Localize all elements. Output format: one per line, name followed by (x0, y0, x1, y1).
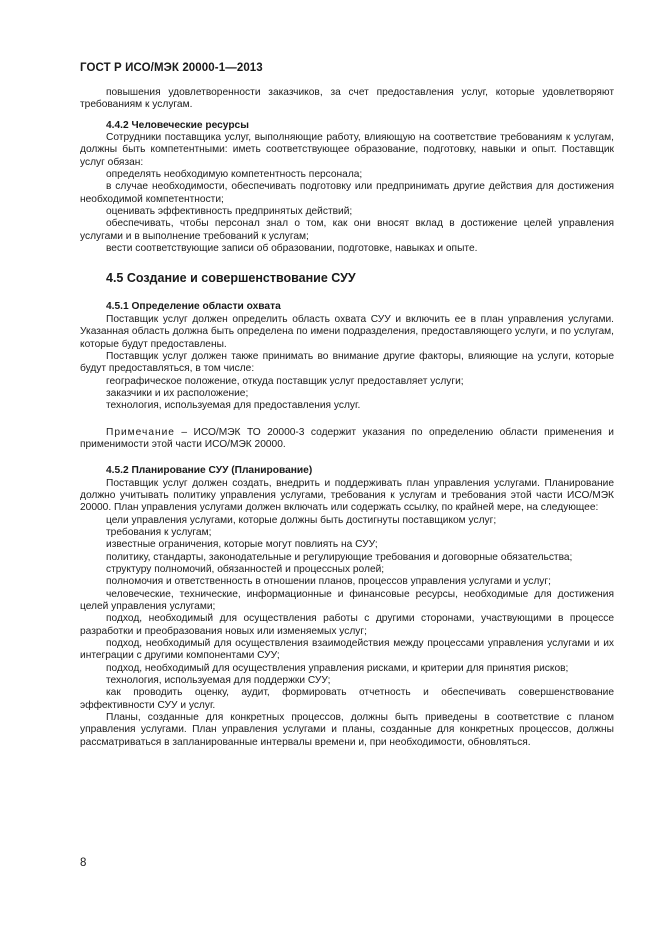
section-4-5-2-title: 4.5.2 Планирование СУУ (Планирование) (106, 465, 313, 477)
list-item: цели управления услугами, которые должны быть достигнуты поставщиком услуг; (106, 514, 497, 526)
list-item: требования к услугам; (106, 526, 212, 538)
list-item: подход, необходимый для осуществления взаимодействия между процессами управления услугами и их интеграции с другими компонентами СУУ; (80, 638, 614, 662)
list-item: заказчики и их расположение; (106, 387, 249, 399)
paragraph: Поставщик услуг должен также принимать во внимание другие факторы, влияющие на услуги, которые будут предоставляться, в том числе: (80, 350, 614, 375)
paragraph: Планы, созданные для конкретных процессов, должны быть приведены в соответствие с планом управления услугами. План управления услугами и планы, созданные для конкретных процессов, должны рассматриваться в запланированные интервалы времени и, при необходимости, обновляться. (80, 712, 614, 748)
paragraph: Поставщик услуг должен создать, внедрить и поддерживать план управления услугами. Планирование должно учитывать политику управления услугами, требования к услугам и требования этой части ИСО/МЭК 20000. План управления услугами должен включать или содержать ссылку, по крайней мере, на следующее: (80, 477, 614, 514)
list-item: полномочия и ответственность в отношении планов, процессов управления услугами и услуг; (106, 576, 551, 588)
section-4-5-title: 4.5 Создание и совершенствование СУУ (106, 271, 356, 286)
section-4-4-2-title: 4.4.2 Человеческие ресурсы (106, 119, 249, 131)
list-item: подход, необходимый для осуществления работы с другими сторонами, участвующими в процессе разработки и преобразования новых или изменяемых услуг; (80, 613, 614, 637)
list-item: человеческие, технические, информационные и финансовые ресурсы, необходимые для достижения целей управления услугами; (80, 588, 614, 613)
list-item: технология, используемая для поддержки СУУ; (106, 675, 331, 687)
paragraph: Поставщик услуг должен определить область охвата СУУ и включить ее в план управления услугами. Указанная область должна быть определена по имени подразделения, предоставляющего услуги, и по услугам, которые будут предоставлены. (80, 313, 614, 350)
list-item: технология, используемая для предоставления услуг. (106, 400, 361, 412)
document-header: ГОСТ Р ИСО/МЭК 20000-1—2013 (80, 62, 263, 74)
page-number: 8 (80, 857, 87, 869)
list-item: географическое положение, откуда поставщик услуг предоставляет услуги; (106, 375, 464, 387)
intro-paragraph: повышения удовлетворенности заказчиков, за счет предоставления услуг, которые удовлетворяют требованиям к услугам. (80, 87, 614, 111)
paragraph: Сотрудники поставщика услуг, выполняющие работу, влияющую на соответствие требованиям к услугам, должны быть компетентными: иметь соответствующее образование, подготовку, навыки и опыт. Поставщик услуг обязан: (80, 132, 614, 168)
list-item: определять необходимую компетентность персонала; (106, 169, 363, 181)
list-item: оценивать эффективность предпринятых действий; (106, 206, 353, 218)
note-text: – ИСО/МЭК ТО 20000-3 содержит указания по определению области применения и применимости этой части ИСО/МЭК 20000. (80, 426, 614, 450)
page-body (80, 87, 614, 749)
list-item: подход, необходимый для осуществления управления рисками, и критерии для принятия рисков; (106, 662, 569, 674)
list-item: структуру полномочий, обязанностей и процессных ролей; (106, 564, 385, 575)
section-4-5-1-title: 4.5.1 Определение области охвата (106, 301, 281, 313)
list-item: как проводить оценку, аудит, формировать отчетность и обеспечивать совершенствование эффективности СУУ и услуг. (80, 687, 614, 711)
note (80, 427, 614, 452)
note-label: Примечание (106, 426, 175, 438)
list-item: политику, стандарты, законодательные и регулирующие требования и договорные обязательства; (106, 551, 573, 563)
list-item: в случае необходимости, обеспечивать подготовку или предпринимать другие действия для достижения необходимой компетентности; (80, 181, 614, 205)
list-item: известные ограничения, которые могут повлиять на СУУ; (106, 539, 378, 551)
list-item: обеспечивать, чтобы персонал знал о том, как они вносят вклад в достижение целей управления услугами и в выполнение требований к услугам; (80, 218, 614, 242)
list-item: вести соответствующие записи об образовании, подготовке, навыках и опыте. (106, 243, 478, 255)
